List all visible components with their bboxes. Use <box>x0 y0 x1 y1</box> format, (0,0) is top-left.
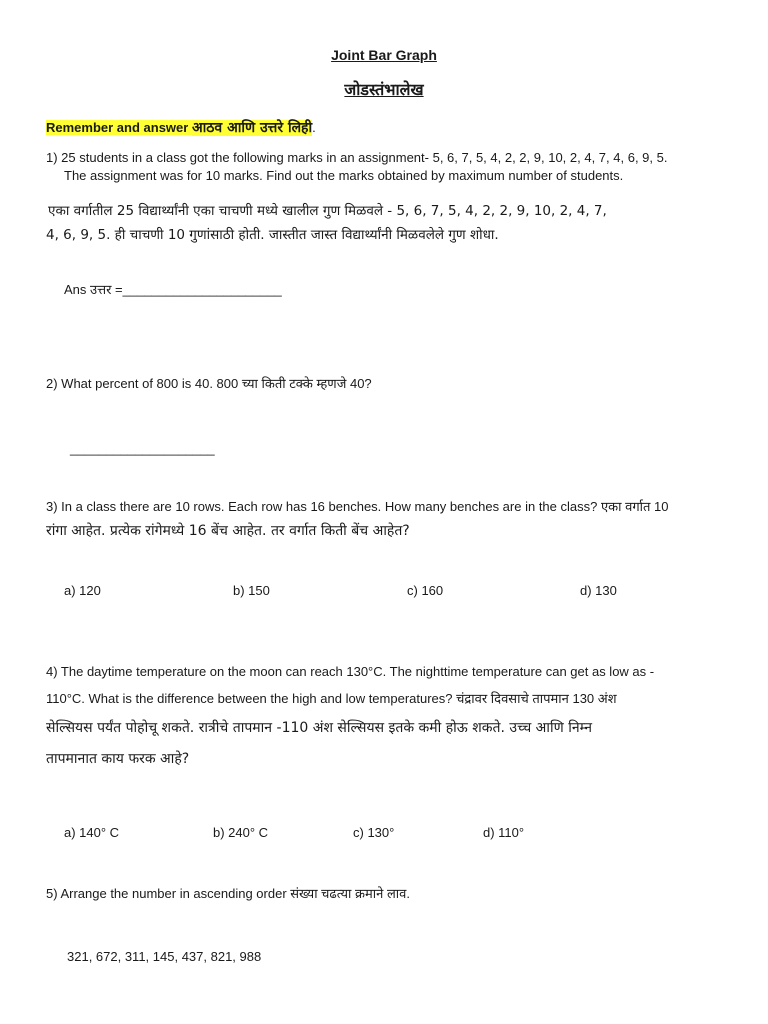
question-4-option-b[interactable]: b) 240° C <box>213 825 269 840</box>
question-5-text: 5) Arrange the number in ascending order संख्या चढत्या क्रमाने लाव. <box>46 886 411 901</box>
instruction-marathi: आठव आणि उत्तरे लिही <box>191 120 313 136</box>
question-1-line-1: 1) 25 students in a class got the following marks in an assignment- 5, 6, 7, 5, 4, 2, 2, 9, 10, 2, 4, 7, 4, 6, 9, 5. <box>46 150 668 165</box>
question-3-option-b[interactable]: b) 150 <box>233 583 270 598</box>
question-4-option-d[interactable]: d) 110° <box>483 825 525 840</box>
question-3-option-d[interactable]: d) 130 <box>580 583 617 598</box>
question-4-line-2: 110°C. What is the difference between the high and low temperatures? चंद्रावर दिवसाचे तापमान 130 अंश <box>46 691 617 706</box>
question-3-line-2: रांगा आहेत. प्रत्येक रांगेमध्ये 16 बेंच आहेत. तर वर्गात किती बेंच आहेत? <box>46 523 410 539</box>
instruction-english: Remember and answer <box>46 120 189 135</box>
instruction <box>46 119 316 137</box>
question-5-numbers: 321, 672, 311, 145, 437, 821, 988 <box>67 949 262 964</box>
question-3-option-a[interactable]: a) 120 <box>64 583 101 598</box>
question-1-answer-line[interactable]: Ans उत्तर =______________________ <box>64 282 282 297</box>
instruction-dot: . <box>312 120 316 135</box>
question-3-option-c[interactable]: c) 160 <box>407 583 444 598</box>
question-1-marathi-line-1: एका वर्गातील 25 विद्यार्थ्यांनी एका चाचणी मध्ये खालील गुण मिळवले - 5, 6, 7, 5, 4, 2, 2, 9, 10, 2, 4, 7, <box>48 203 607 219</box>
question-4-option-c[interactable]: c) 130° <box>353 825 395 840</box>
question-4-option-a[interactable]: a) 140° C <box>64 825 120 840</box>
question-4-line-1: 4) The daytime temperature on the moon can reach 130°C. The nighttime temperature can get as low as - <box>46 664 655 679</box>
question-4-line-4: तापमानात काय फरक आहे? <box>46 751 190 767</box>
question-1-line-2: The assignment was for 10 marks. Find out the marks obtained by maximum number of students. <box>64 168 624 183</box>
document-title-marathi: जोडस्तंभालेख <box>344 82 424 99</box>
question-2-text: 2) What percent of 800 is 40. 800 च्या किती टक्के म्हणजे 40? <box>46 376 372 391</box>
question-4-line-3: सेल्सियस पर्यंत पोहोचू शकते. रात्रीचे तापमान -110 अंश सेल्सियस इतके कमी होऊ शकते. उच्च आणि निम्न <box>46 720 593 736</box>
question-2-answer-blank[interactable]: ____________________ <box>70 441 215 456</box>
question-1-marathi-line-2: 4, 6, 9, 5. ही चाचणी 10 गुणांसाठी होती. जास्तीत जास्त विद्यार्थ्यांनी मिळवलेले गुण शोधा. <box>46 227 499 243</box>
document-title: Joint Bar Graph <box>331 47 437 63</box>
question-3-line-1: 3) In a class there are 10 rows. Each row has 16 benches. How many benches are in the class? एका वर्गात 10 <box>46 499 669 514</box>
